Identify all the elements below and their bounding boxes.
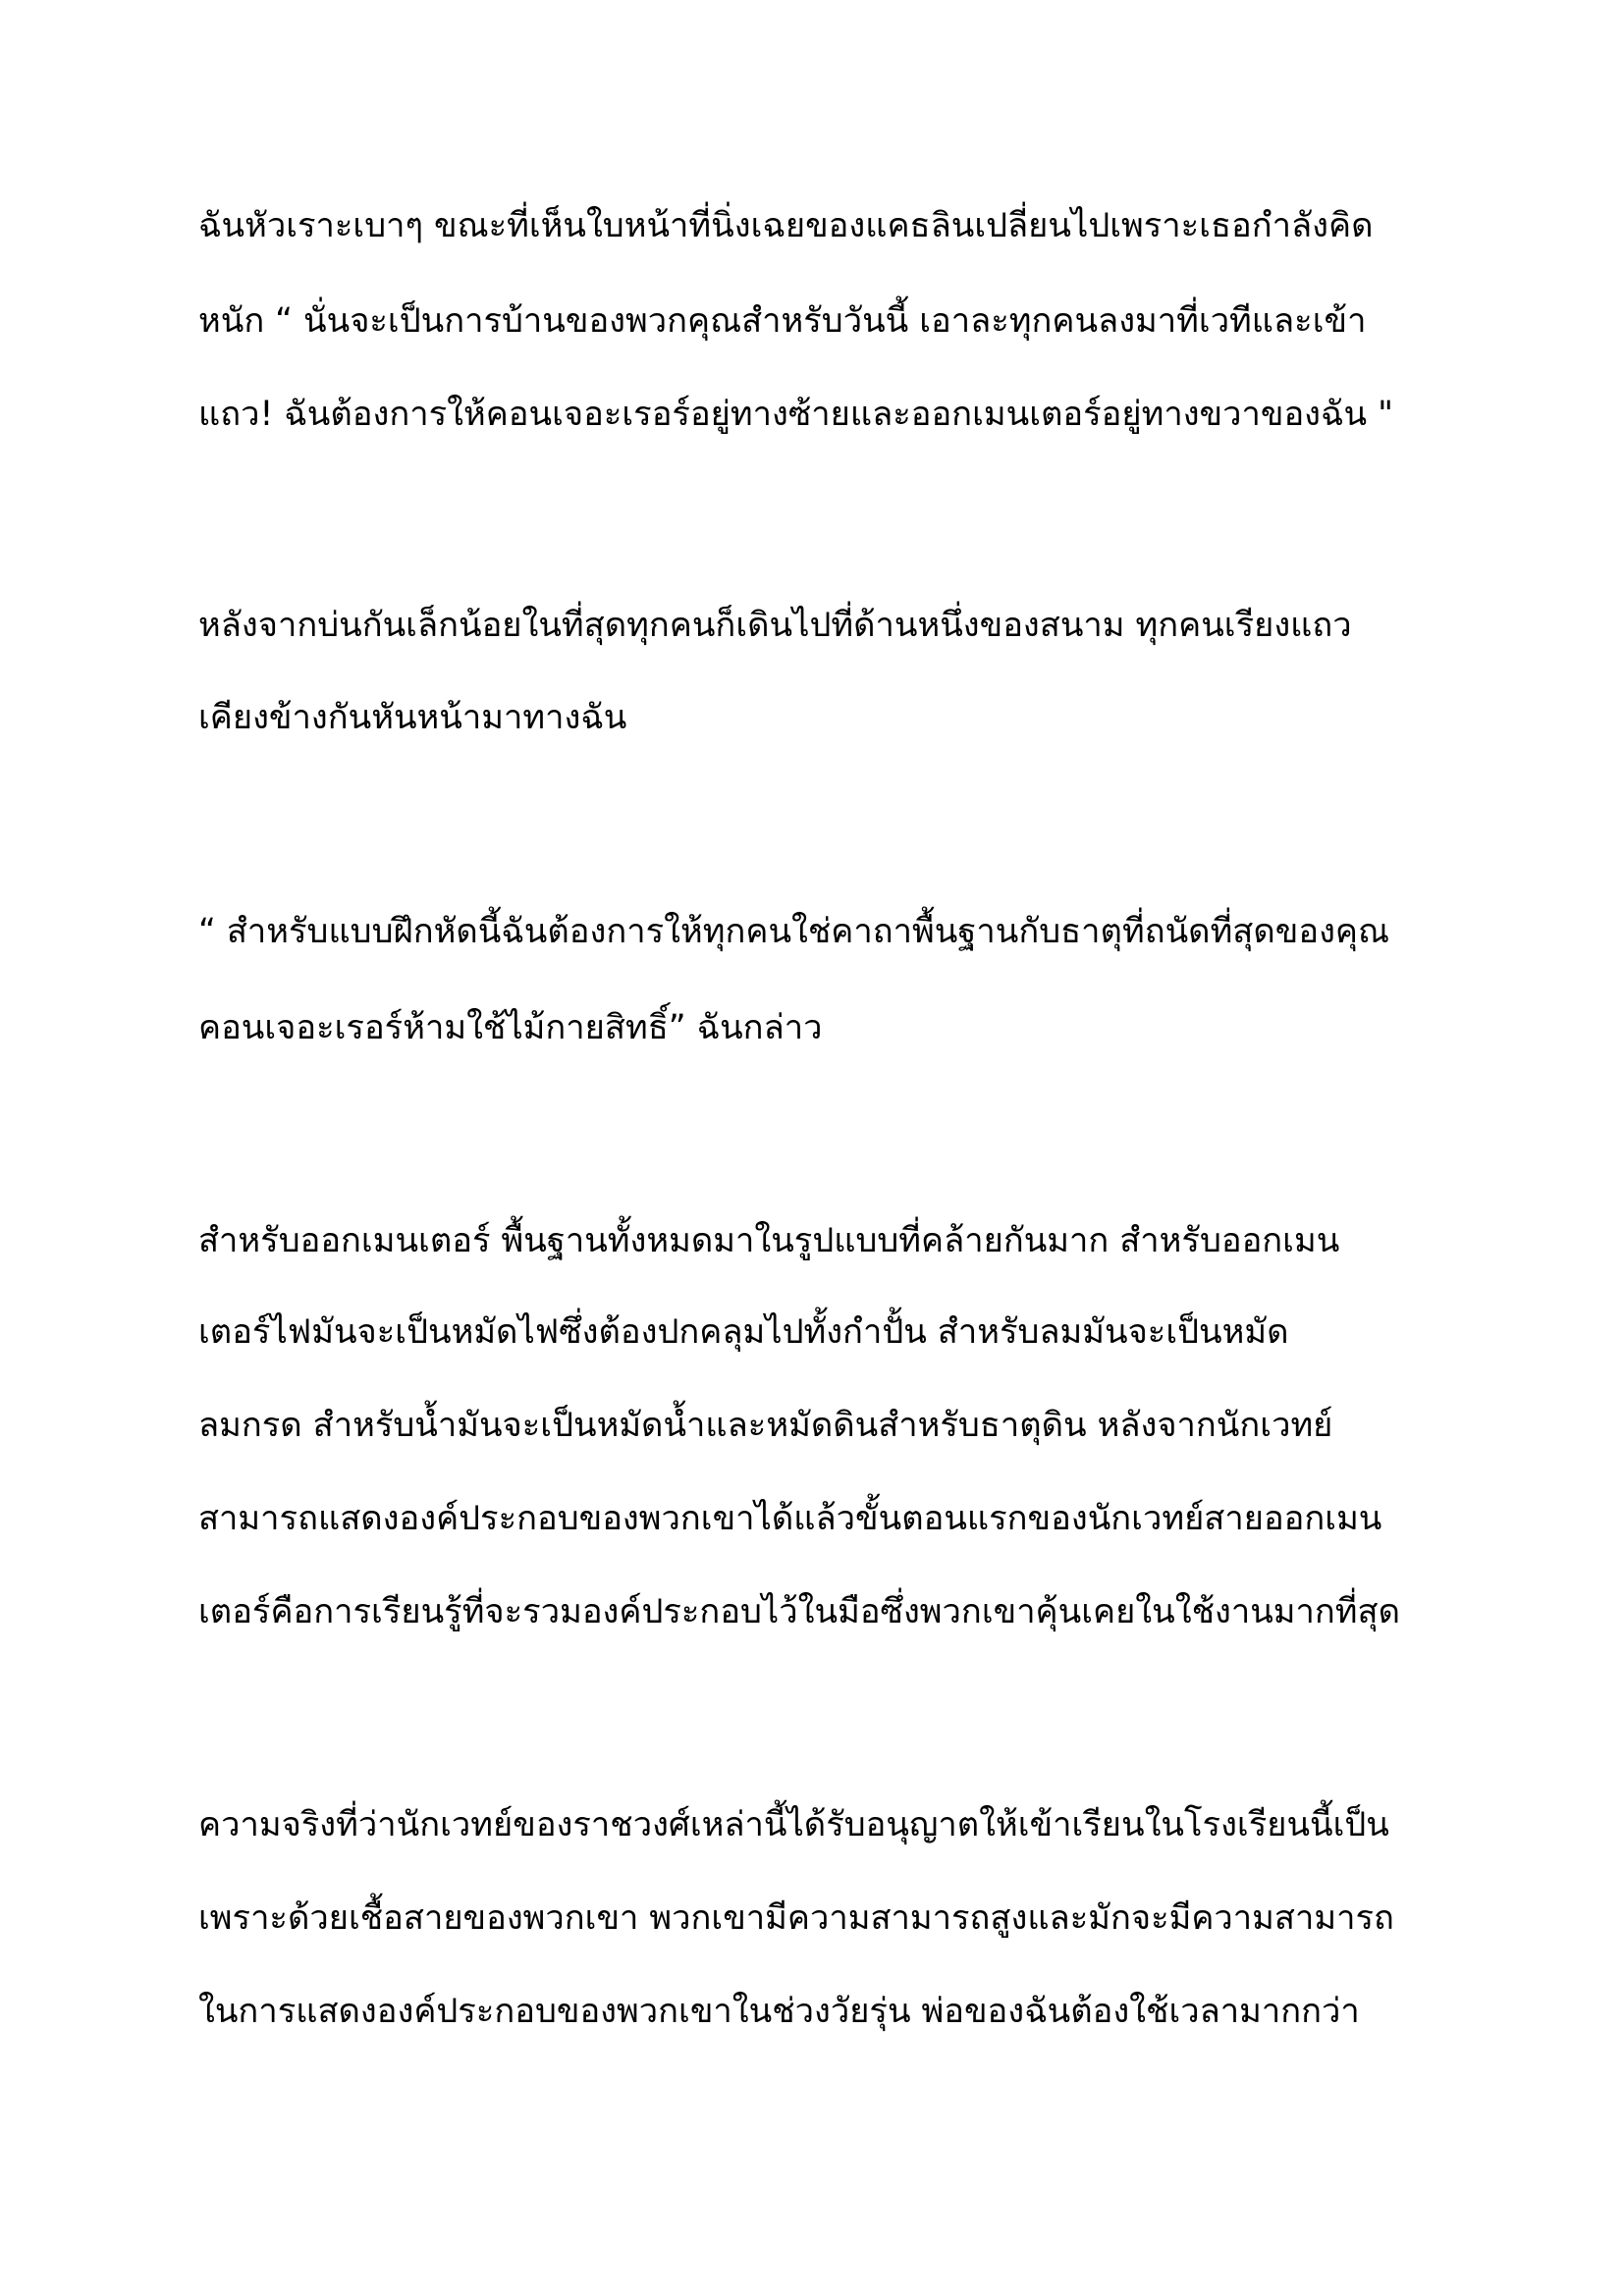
- text-line: แถว! ฉันต้องการให้คอนเจอะเรอร์อยู่ทางซ้ายและออกเมนเตอร์อยู่ทางขวาของฉัน ": [198, 395, 1393, 434]
- text-line: ความจริงที่ว่านักเวทย์ของราชวงศ์เหล่านี้ได้รับอนุญาตให้เข้าเรียนในโรงเรียนนี้เป็น: [198, 1805, 1389, 1844]
- text-line: เตอร์ไฟมันจะเป็นหมัดไฟซึ่งต้องปกคลุมไปทั้งกำปั้น สำหรับลมมันจะเป็นหมัด: [198, 1312, 1289, 1352]
- text-line: ในการแสดงองค์ประกอบของพวกเขาในช่วงวัยรุ่น พ่อของฉันต้องใช้เวลามากกว่า: [198, 1992, 1360, 2031]
- text-line: หนัก “ นั่นจะเป็นการบ้านของพวกคุณสำหรับวันนี้ เอาละทุกคนลงมาที่เวทีและเข้า: [198, 301, 1367, 341]
- text-line: ลมกรด สำหรับน้ำมันจะเป็นหมัดน้ำและหมัดดินสำหรับธาตุดิน หลังจากนักเวทย์: [198, 1406, 1333, 1445]
- text-line: สามารถแสดงองค์ประกอบของพวกเขาได้แล้วขั้นตอนแรกของนักเวทย์สายออกเมน: [198, 1499, 1382, 1538]
- text-line: หลังจากบ่นกันเล็กน้อยในที่สุดทุกคนก็เดินไปที่ด้านหนึ่งของสนาม ทุกคนเรียงแถว: [198, 606, 1352, 645]
- text-line: เคียงข้างกันหันหน้ามาทางฉัน: [198, 698, 627, 737]
- text-line: สำหรับออกเมนเตอร์ พื้นฐานทั้งหมดมาในรูปแบบที่คล้ายกันมาก สำหรับออกเมน: [198, 1221, 1340, 1260]
- text-line: เพราะด้วยเชื้อสายของพวกเขา พวกเขามีความสามารถสูงและมักจะมีความสามารถ: [198, 1898, 1394, 1938]
- text-line: “ สำหรับแบบฝึกหัดนี้ฉันต้องการให้ทุกคนใช่คาถาพื้นฐานกับธาตุที่ถนัดที่สุดของคุณ: [198, 912, 1390, 951]
- text-line: เตอร์คือการเรียนรู้ที่จะรวมองค์ประกอบไว้ในมือซึ่งพวกเขาคุ้นเคยในใช้งานมากที่สุด: [198, 1592, 1401, 1631]
- text-line: ฉันหัวเราะเบาๆ ขณะที่เห็นใบหน้าที่นิ่งเฉยของแคธลินเปลี่ยนไปเพราะเธอกำลังคิด: [198, 206, 1374, 245]
- text-line: คอนเจอะเรอร์ห้ามใช้ไม้กายสิทธิ์” ฉันกล่าว: [198, 1008, 823, 1047]
